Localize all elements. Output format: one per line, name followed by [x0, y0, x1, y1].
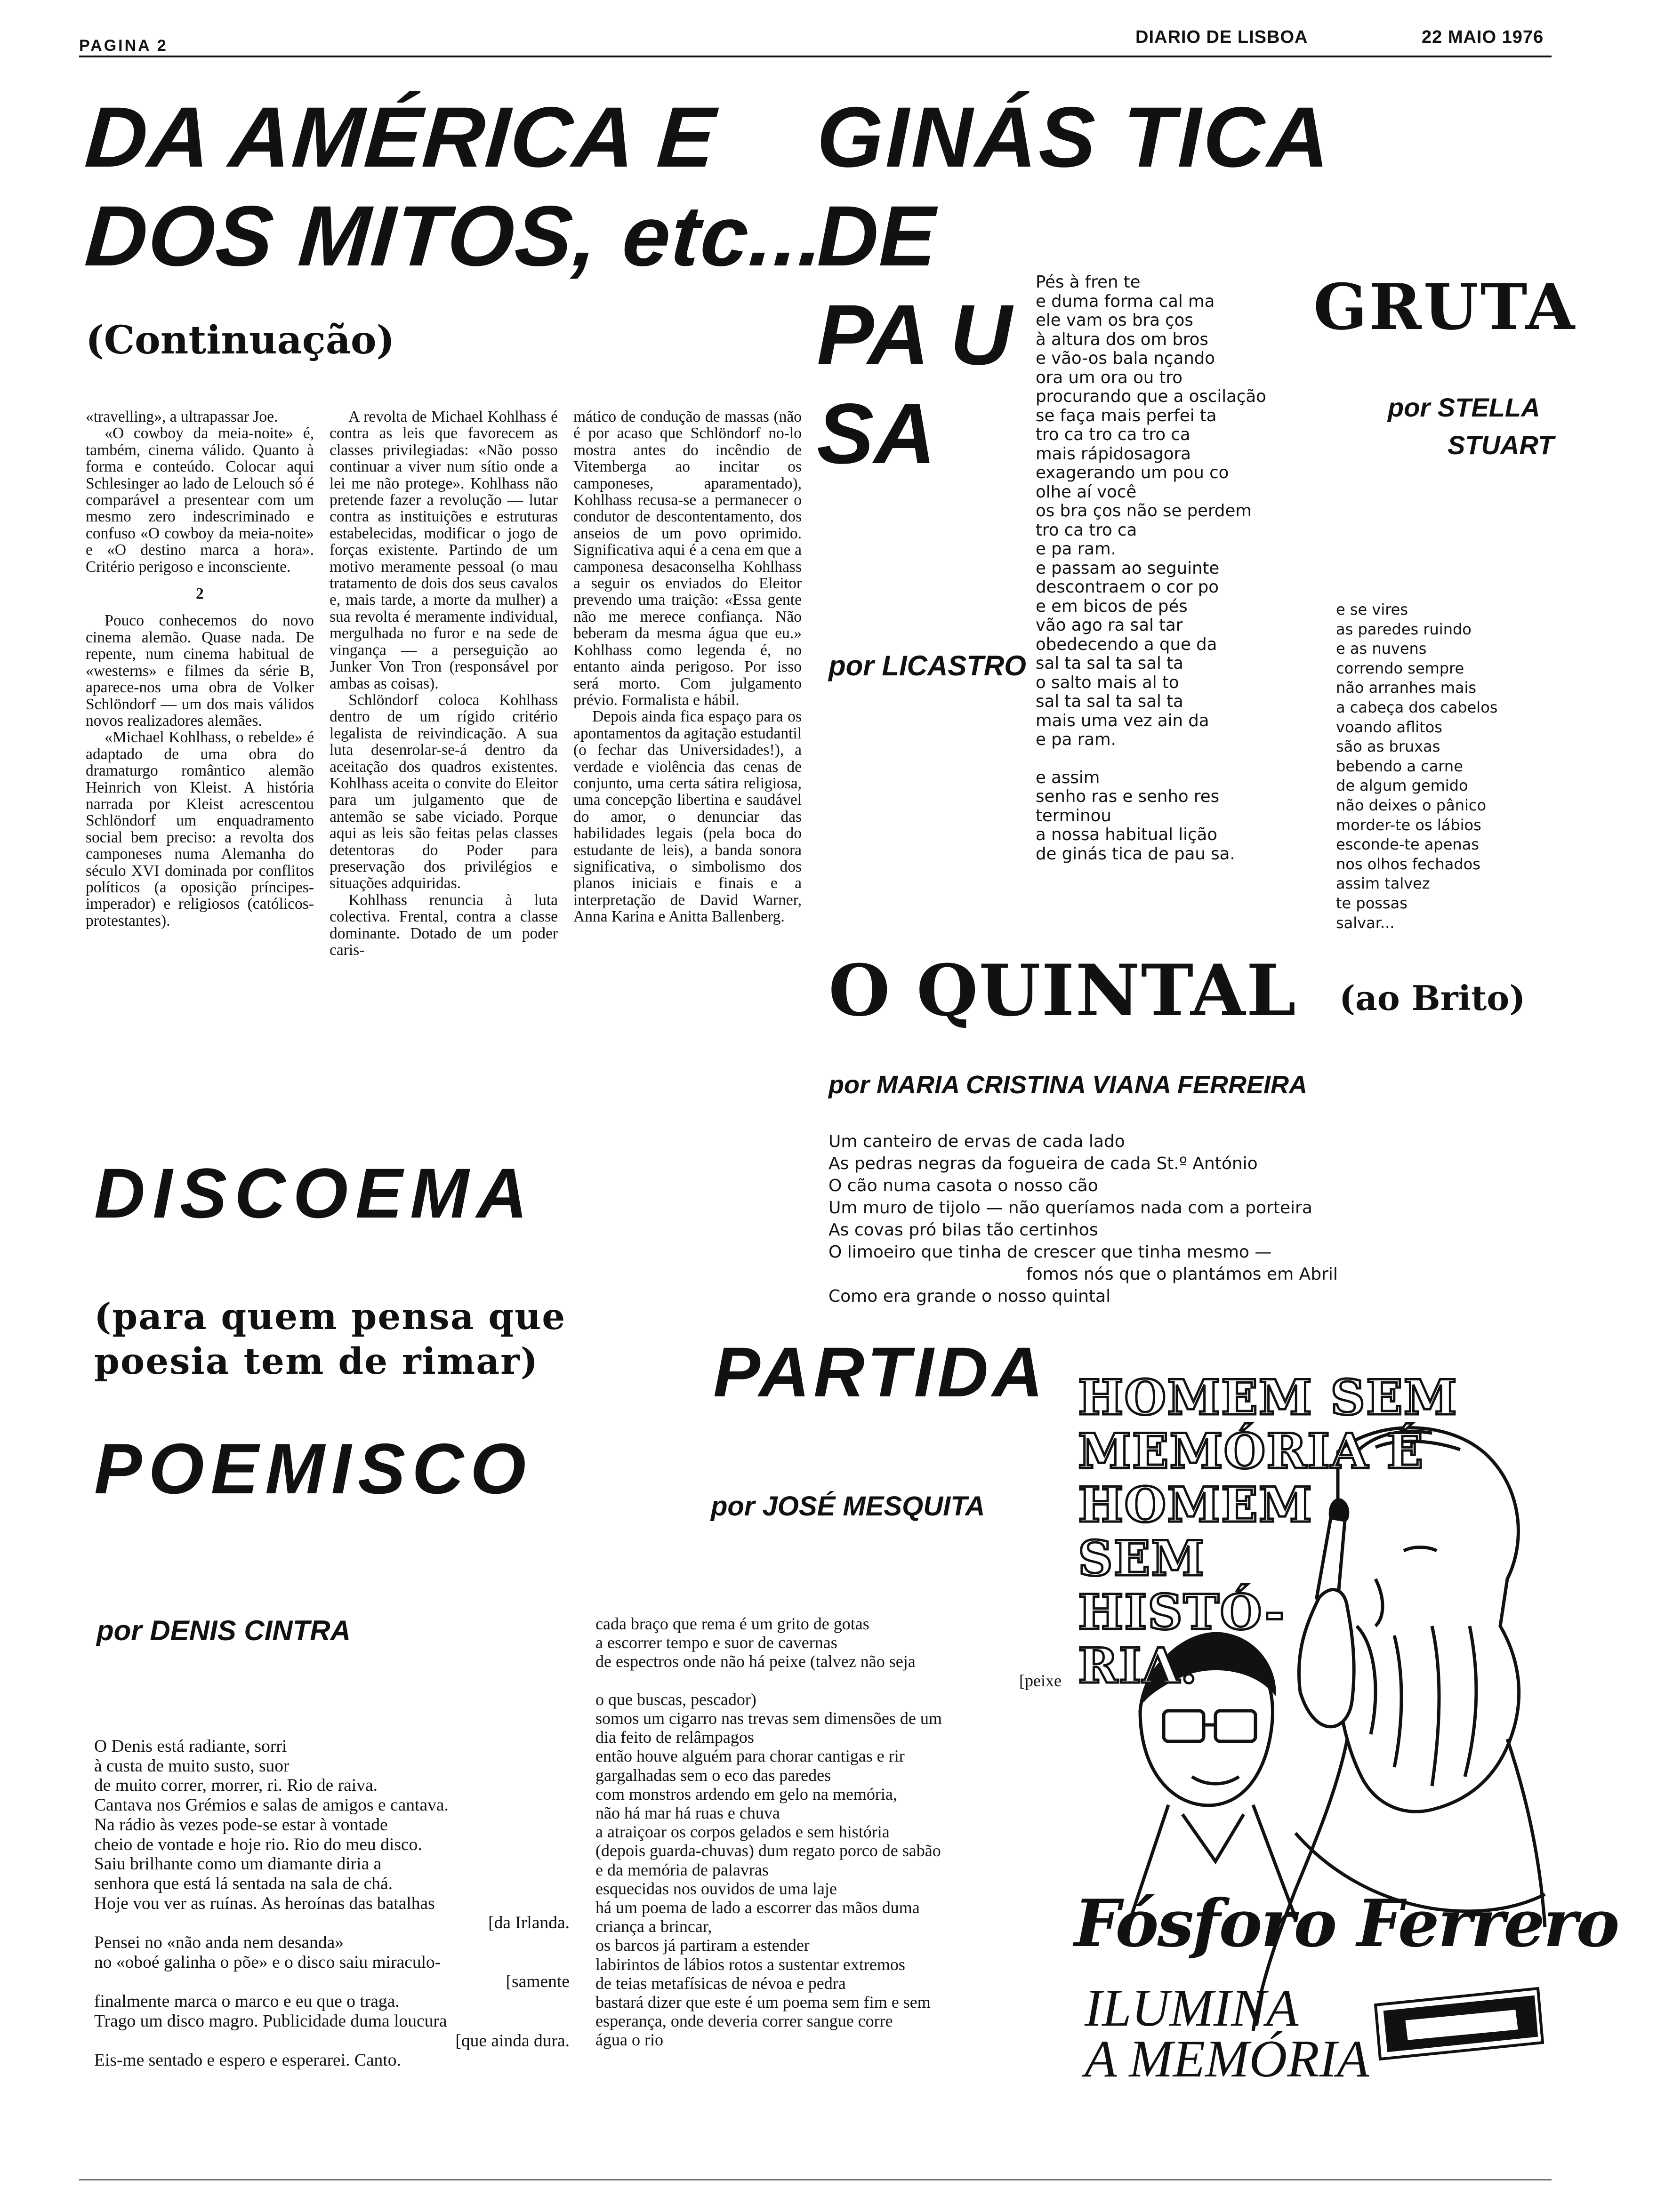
- poem-line: morder-te os lábios: [1336, 816, 1481, 834]
- poem-line: gargalhadas sem o eco das paredes: [595, 1765, 831, 1785]
- article-paragraph: A revolta de Michael Kohlhass é contra as leis que favorecem as classes privilegiadas: «Não posso continuar a viver num sítio onde a lei me não protege». Kohlhass não pretende fazer a revolução — lutar contra as instituições e estruturas estabelecidas, modificar o jogo de forças existente. Partindo de um motivo meramente pessoal (o mau tratamento de dois dos seus cavalos e, mais tarde, a morte da mulher) a sua revolta é meramente individual, mergulhada no furor e na sede de vingança — a perseguição ao Junker Von Tron (responsável por ambas as coisas).: [330, 408, 558, 692]
- stanza-gap: [1036, 750, 1266, 769]
- poem-line: cada braço que rema é um grito de gotas: [595, 1614, 869, 1633]
- poem-line: a atraiçoar os corpos gelados e sem história: [595, 1822, 890, 1842]
- ad-headline: [1078, 1371, 1458, 1693]
- poemisco-title: POEMISCO: [94, 1429, 533, 1509]
- poem-line: [da Irlanda.: [488, 1913, 570, 1933]
- poem-line: e se vires: [1336, 601, 1408, 618]
- ad-slogan-line1: ILUMINA: [1085, 1979, 1299, 2037]
- poem-line: de muito correr, morrer, ri. Rio de raiva.: [94, 1776, 378, 1795]
- poem-line: As pedras negras da fogueira de cada St.º António: [828, 1154, 1258, 1173]
- america-title-line1: DA AMÉRICA E: [82, 89, 719, 185]
- partida-poem: [595, 1614, 1062, 2050]
- poem-line: bastará dizer que este é um poema sem fim e sem: [595, 1993, 931, 2012]
- poem-line: Hoje vou ver as ruínas. As heroínas das batalhas: [94, 1893, 435, 1913]
- poem-line: e duma forma cal ma: [1036, 291, 1215, 311]
- article-paragraph: Schlöndorf coloca Kohlhass dentro de um rígido critério legalista de reivindicação. A sua luta desenrolar-se-á dentro da aceitação dos quadros existentes. Kohlhass aceita o convite do Eleitor para um julgamento que de antemão se sabe viciado. Porque aqui as leis são feitas pelas classes detentoras do Poder para preservação dos privilégios e situações adquiridas.: [330, 691, 558, 892]
- quintal-title: O QUINTAL: [828, 949, 1297, 1032]
- poem-line: nos olhos fechados: [1336, 855, 1480, 873]
- america-column-1: [86, 409, 314, 929]
- quintal-byline: por MARIA CRISTINA VIANA FERREIRA: [828, 1071, 1307, 1099]
- poem-line: esconde-te apenas: [1336, 835, 1479, 854]
- article-paragraph: «Michael Kohlhass, o rebelde» é adaptado de uma obra do dramaturgo romântico alemão Heinrich von Kleist. A história narrada por Kleist acrescentou Schlöndorf um enquadramento social bem preciso: a revolta dos camponeses numa Alemanha do século XVI dominada por conflitos políticos (a oposição príncipes-imperador) e religiosos (católicos-protestantes).: [86, 729, 314, 930]
- article-paragraph: mático de condução de massas (não é por acaso que Schlöndorf no-lo mostra antes do incêndio de Vitemberga ao incitar os camponeses, aparamentado), Kohlhass recusa-se a permanecer o condutor de descontentamento, dos anseios de um povo oprimido. Significativa aqui é a cena em que a camponesa desaconselha Kohlhass a seguir os enviados do Eleitor prevendo uma traição: «Essa gente não me merece confiança. Não beberam da mesma água que eu.» Kohlhass como legenda é, no entanto ainda perigoso. Por isso será morto. Com julgamento prévio. Formalista e hábil.: [573, 408, 802, 709]
- article-paragraph: Kohlhass renuncia à luta colectiva. Frental, contra a classe dominante. Dotado de um poder caris-: [330, 891, 558, 959]
- poem-line: e assim: [1036, 768, 1100, 787]
- matchbox-icon: [1375, 1988, 1543, 2059]
- ad-headline-line: RIA.: [1078, 1638, 1199, 1694]
- poem-line: finalmente marca o marco e eu que o traga.: [94, 1992, 400, 2012]
- poem-line: de algum gemido: [1336, 777, 1468, 795]
- poem-line: sal ta sal ta sal ta: [1036, 692, 1183, 711]
- ginastica-title-line3: PA U: [817, 287, 1012, 383]
- article-paragraph: «travelling», a ultrapassar Joe.: [86, 408, 278, 425]
- poem-line: no «oboé galinha o põe» e o disco saiu miraculo-: [94, 1952, 441, 1972]
- america-subtitle: (Continuação): [86, 318, 395, 363]
- poem-line: Saiu brilhante como um diamante diria a: [94, 1854, 382, 1874]
- gruta-title: GRUTA: [1313, 270, 1577, 344]
- poem-line: somos um cigarro nas trevas sem dimensões de um: [595, 1709, 942, 1728]
- poem-line: O limoeiro que tinha de crescer que tinha mesmo —: [828, 1242, 1272, 1262]
- poem-line: dia feito de relâmpagos: [595, 1728, 754, 1747]
- poem-line: Pensei no «não anda nem desanda»: [94, 1933, 344, 1953]
- poem-line: fomos nós que o plantámos em Abril: [1026, 1265, 1338, 1284]
- poem-line: O Denis está radiante, sorri: [94, 1737, 287, 1756]
- ad-headline-line: MEMÓRIA É: [1078, 1423, 1424, 1480]
- poem-line: as paredes ruindo: [1336, 620, 1472, 638]
- ad-brand: Fósforo Ferrero: [1074, 1885, 1618, 1962]
- poem-line: a escorrer tempo e suor de cavernas: [595, 1633, 837, 1652]
- america-column-2: [330, 409, 558, 958]
- poem-line: Eis-me sentado e espero e esperarei. Canto.: [94, 2051, 401, 2070]
- poem-line: o salto mais al to: [1036, 673, 1179, 692]
- poem-line: a cabeça dos cabelos: [1336, 698, 1498, 716]
- poem-line: não há mar há ruas e chuva: [595, 1803, 780, 1823]
- poem-line: exagerando um pou co: [1036, 463, 1229, 482]
- poem-line: ele vam os bra ços: [1036, 311, 1193, 330]
- poem-line: olhe aí você: [1036, 482, 1137, 502]
- poem-line: As covas pró bilas tão certinhos: [828, 1220, 1098, 1240]
- poem-line: Trago um disco magro. Publicidade duma loucura: [94, 2011, 447, 2031]
- poem-line: labirintos de lábios rotos a sustentar extremos: [595, 1955, 905, 1974]
- poem-line: descontraem o cor po: [1036, 577, 1219, 597]
- poem-line: esperança, onde deveria correr sangue corre: [595, 2012, 893, 2031]
- quintal-poem: [828, 1130, 1338, 1307]
- poem-line: e pa ram.: [1036, 730, 1116, 749]
- poem-line: assim talvez: [1336, 874, 1430, 893]
- poem-line: criança a brincar,: [595, 1917, 712, 1936]
- newspaper-name: DIARIO DE LISBOA: [1135, 27, 1308, 47]
- poem-line: de ginás tica de pau sa.: [1036, 844, 1235, 864]
- poem-line: vão ago ra sal tar: [1036, 616, 1183, 635]
- poem-line: não deixes o pânico: [1336, 796, 1487, 814]
- poem-line: te possas: [1336, 894, 1408, 912]
- poem-line: esquecidas nos ouvidos de uma laje: [595, 1879, 837, 1898]
- poem-line: obedecendo a que da: [1036, 634, 1217, 654]
- gruta-byline-2: STUART: [1448, 430, 1554, 460]
- poem-line: Cantava nos Grémios e salas de amigos e cantava.: [94, 1795, 449, 1815]
- america-column-3: [573, 409, 802, 925]
- poem-line: e em bicos de pés: [1036, 596, 1188, 616]
- ginastica-title-line4: SA: [817, 385, 936, 481]
- poem-line: tro ca tro ca: [1036, 520, 1137, 540]
- poem-line: O cão numa casota o nosso cão: [828, 1176, 1098, 1195]
- poem-line: bebendo a carne: [1336, 757, 1463, 775]
- poem-line: com monstros ardendo em gelo na memória,: [595, 1784, 897, 1803]
- poem-line: terminou: [1036, 806, 1111, 825]
- ferrero-advertisement: [1074, 1362, 1618, 2108]
- ad-headline-line: HOMEM: [1078, 1477, 1313, 1533]
- poem-line: mais rápidosagora: [1036, 444, 1191, 464]
- poem-line: os barcos já partiram a estender: [595, 1936, 810, 1955]
- poem-line: o que buscas, pescador): [595, 1690, 756, 1709]
- article-paragraph: Depois ainda fica espaço para os apontamentos da agitação estudantil (o fechar das Universidades!), a verdade e violência das cenas de conjunto, uma certa sátira religiosa, uma concepção libertina e saudável do amor, o denunciar das habilidades legais (pela boca do estudante de leis), a banda sonora significativa, o simbolismo dos planos iniciais e finais e a interpretação de David Warner, Anna Karina e Anitta Ballenberg.: [573, 708, 802, 926]
- partida-title: PARTIDA: [713, 1332, 1047, 1411]
- gruta-byline-1: por STELLA: [1388, 393, 1540, 422]
- ginastica-byline: por LICASTRO: [828, 650, 1026, 681]
- poem-line: de espectros onde não há peixe (talvez não seja: [595, 1652, 916, 1671]
- poem-line: são as bruxas: [1336, 737, 1440, 756]
- discoema-subtitle-2: poesia tem de rimar): [94, 1340, 539, 1383]
- poem-line: os bra ços não se perdem: [1036, 501, 1252, 521]
- masthead-rule: [79, 56, 1552, 57]
- poem-line: Um canteiro de ervas de cada lado: [828, 1132, 1125, 1151]
- poem-line: mais uma vez ain da: [1036, 711, 1209, 730]
- poem-line: há um poema de lado a escorrer das mãos duma: [595, 1898, 920, 1917]
- poem-line: salvar...: [1336, 914, 1395, 932]
- america-title-line2: DOS MITOS, etc...: [82, 188, 827, 284]
- quintal-dedication: (ao Brito): [1339, 978, 1526, 1018]
- poem-line: à custa de muito susto, suor: [94, 1756, 290, 1776]
- poem-line: não arranhes mais: [1336, 679, 1477, 697]
- gruta-poem: [1336, 600, 1497, 933]
- poem-line: correndo sempre: [1336, 659, 1464, 677]
- poem-line: tro ca tro ca tro ca: [1036, 425, 1190, 444]
- poem-line: sal ta sal ta sal ta: [1036, 654, 1183, 673]
- poem-line: e pa ram.: [1036, 539, 1116, 559]
- section-number: 2: [196, 585, 204, 603]
- poem-line: [samente: [506, 1972, 570, 1992]
- ad-headline-line: HOMEM SEM: [1078, 1370, 1458, 1426]
- poem-line: (depois guarda-chuvas) dum regato porco de sabão: [595, 1841, 941, 1860]
- poem-line: se faça mais perfei ta: [1036, 406, 1217, 425]
- poem-line: e da memória de palavras: [595, 1860, 769, 1879]
- poem-line: senho ras e senho res: [1036, 787, 1220, 806]
- poem-line: voando aflitos: [1336, 718, 1442, 736]
- ad-headline-line: SEM: [1078, 1531, 1206, 1587]
- poem-line: Como era grande o nosso quintal: [828, 1287, 1111, 1306]
- poem-line: de teias metafísicas de névoa e pedra: [595, 1973, 846, 1993]
- discoema-poem: [94, 1737, 570, 2070]
- ad-headline-line: HISTÓ-: [1078, 1584, 1286, 1641]
- ginastica-title-line1: GINÁS TICA: [817, 89, 1331, 185]
- poem-line: senhora que está lá sentada na sala de chá.: [94, 1874, 393, 1893]
- poem-line: [que ainda dura.: [455, 2031, 570, 2051]
- discoema-title: DISCOEMA: [94, 1154, 535, 1233]
- poem-line: água o rio: [595, 2030, 663, 2050]
- discoema-byline: por DENIS CINTRA: [97, 1615, 351, 1646]
- poem-line: Pés à fren te: [1036, 272, 1141, 292]
- poem-line: procurando que a oscilação: [1036, 387, 1266, 406]
- poem-line: Na rádio às vezes pode-se estar à vontade: [94, 1815, 388, 1835]
- ginastica-title-line2: DE: [817, 188, 936, 284]
- article-paragraph: «O cowboy da meia-noite» é, também, cinema válido. Quanto à forma e conteúdo. Colocar aqui Schlesinger ao lado de Lelouch só é comparável a presentear com um mesmo zero indescriminado e confuso «O cowboy da meia-noite» e «O destino marca a hora». Critério perigoso e inconsciente.: [86, 425, 314, 576]
- discoema-subtitle-1: (para quem pensa que: [94, 1296, 566, 1338]
- footer-rule: [79, 2179, 1552, 2180]
- page-number: PAGINA 2: [79, 37, 168, 55]
- partida-byline: por JOSÉ MESQUITA: [711, 1491, 985, 1522]
- poem-line: [peixe: [1019, 1671, 1062, 1690]
- poem-line: Um muro de tijolo — não queríamos nada com a porteira: [828, 1198, 1312, 1218]
- poem-line: e as nuvens: [1336, 640, 1427, 658]
- article-paragraph: Pouco conhecemos do novo cinema alemão. Quase nada. De repente, num cinema habitual de «westerns» e filmes da série B, aparece-nos uma obra de Volker Schlöndorf — um dos mais válidos novos realizadores alemães.: [86, 612, 314, 729]
- issue-date: 22 MAIO 1976: [1422, 27, 1544, 47]
- poem-line: a nossa habitual lição: [1036, 825, 1217, 844]
- ginastica-poem: [1036, 273, 1266, 864]
- ad-slogan-line2: A MEMÓRIA: [1085, 2030, 1369, 2088]
- poem-line: ora um ora ou tro: [1036, 368, 1183, 387]
- poem-line: à altura dos om bros: [1036, 329, 1208, 349]
- poem-line: cheio de vontade e hoje rio. Rio do meu disco.: [94, 1835, 422, 1854]
- poem-line: e passam ao seguinte: [1036, 558, 1220, 578]
- poem-line: e vão-os bala nçando: [1036, 349, 1215, 368]
- poem-line: então houve alguém para chorar cantigas e rir: [595, 1747, 905, 1766]
